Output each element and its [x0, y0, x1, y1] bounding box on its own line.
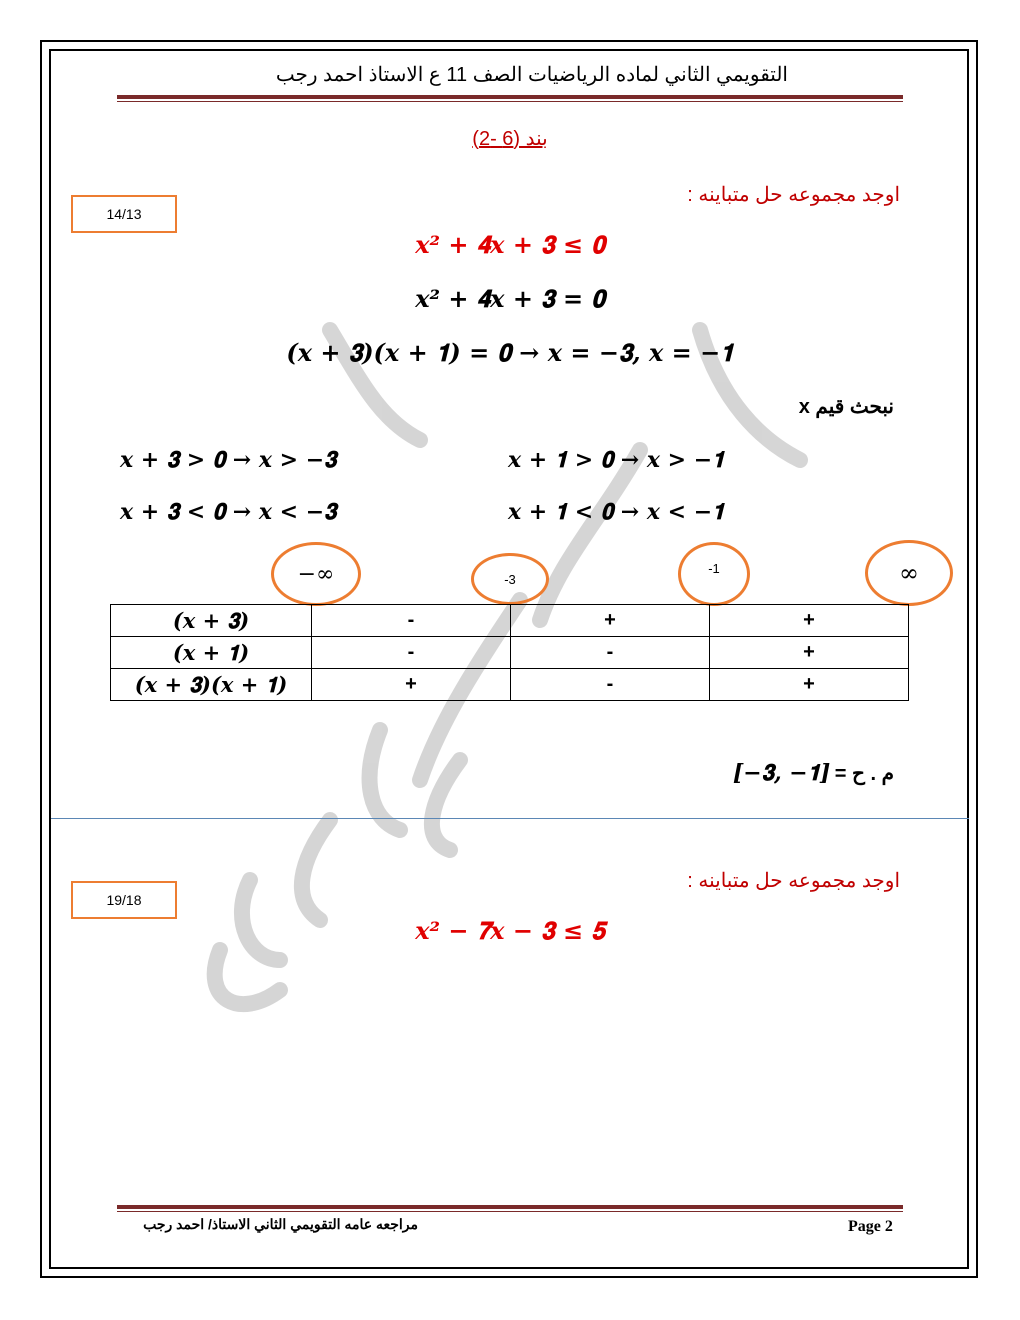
- footer-note: مراجعه عامه التقويمي الثاني الاستاذ/ احمد رجب: [143, 1216, 418, 1232]
- sign-cell: +: [710, 605, 909, 637]
- problem1-inequality: 𝒙² + 𝟒𝒙 + 𝟑 ≤ 𝟎: [415, 230, 605, 259]
- problem1-factored: (𝒙 + 𝟑)(𝒙 + 𝟏) = 𝟎 → 𝒙 = −𝟑, 𝒙 = −𝟏: [286, 338, 734, 367]
- sign-cell: +: [710, 669, 909, 701]
- marker-neg-3: -3: [471, 553, 549, 605]
- table-row: [111, 637, 909, 669]
- footer-rule: [117, 1205, 903, 1209]
- table-row: [111, 669, 909, 701]
- header-rule-thin: [117, 101, 903, 102]
- footer-rule-thin: [117, 1211, 903, 1212]
- marker-neg-1: -1: [678, 542, 750, 606]
- header-rule: [117, 95, 903, 99]
- section-separator: [51, 818, 969, 819]
- sign-table: [110, 604, 909, 701]
- solution-label: م . ح =: [834, 763, 894, 785]
- solution-value: [−𝟑, −𝟏]: [732, 760, 831, 786]
- sign-cell: -: [511, 637, 710, 669]
- header-title: التقويمي الثاني لماده الرياضيات الصف 11 ع الاستاذ احمد رجب: [275, 64, 788, 86]
- problem1-ref-box: 14/13: [71, 195, 177, 233]
- row-label: (𝒙 + 𝟑)(𝒙 + 𝟏): [111, 669, 312, 701]
- sign-cell: +: [710, 637, 909, 669]
- case-a2: 𝒙 + 𝟑 < 𝟎 → 𝒙 < −𝟑: [120, 499, 337, 525]
- row-label: (𝒙 + 𝟑): [111, 605, 312, 637]
- sign-cell: -: [312, 605, 511, 637]
- sign-cell: +: [511, 605, 710, 637]
- marker-neg-infinity: −∞: [271, 542, 361, 606]
- sign-cell: -: [511, 669, 710, 701]
- problem1-prompt: اوجد مجموعه حل متباينه :: [687, 184, 900, 206]
- sign-cell: -: [312, 637, 511, 669]
- case-b1: 𝒙 + 𝟏 > 𝟎 → 𝒙 > −𝟏: [508, 447, 725, 473]
- case-b2: 𝒙 + 𝟏 < 𝟎 → 𝒙 < −𝟏: [508, 499, 725, 525]
- marker-infinity: ∞: [865, 540, 953, 606]
- sign-cell: +: [312, 669, 511, 701]
- page-number: Page 2: [848, 1218, 893, 1235]
- problem1-equation: 𝒙² + 𝟒𝒙 + 𝟑 = 𝟎: [415, 284, 605, 313]
- solution-line: [733, 760, 894, 786]
- row-label: (𝒙 + 𝟏): [111, 637, 312, 669]
- problem2-prompt: اوجد مجموعه حل متباينه :: [687, 870, 900, 892]
- problem2-ref-box: 19/18: [71, 881, 177, 919]
- case-a1: 𝒙 + 𝟑 > 𝟎 → 𝒙 > −𝟑: [120, 447, 337, 473]
- problem2-inequality: 𝒙² − 𝟕𝒙 − 𝟑 ≤ 𝟓: [415, 916, 605, 945]
- study-label: نبحث قيم x: [798, 396, 894, 418]
- table-row: [111, 605, 909, 637]
- section-title: بند (6 -2): [472, 128, 548, 150]
